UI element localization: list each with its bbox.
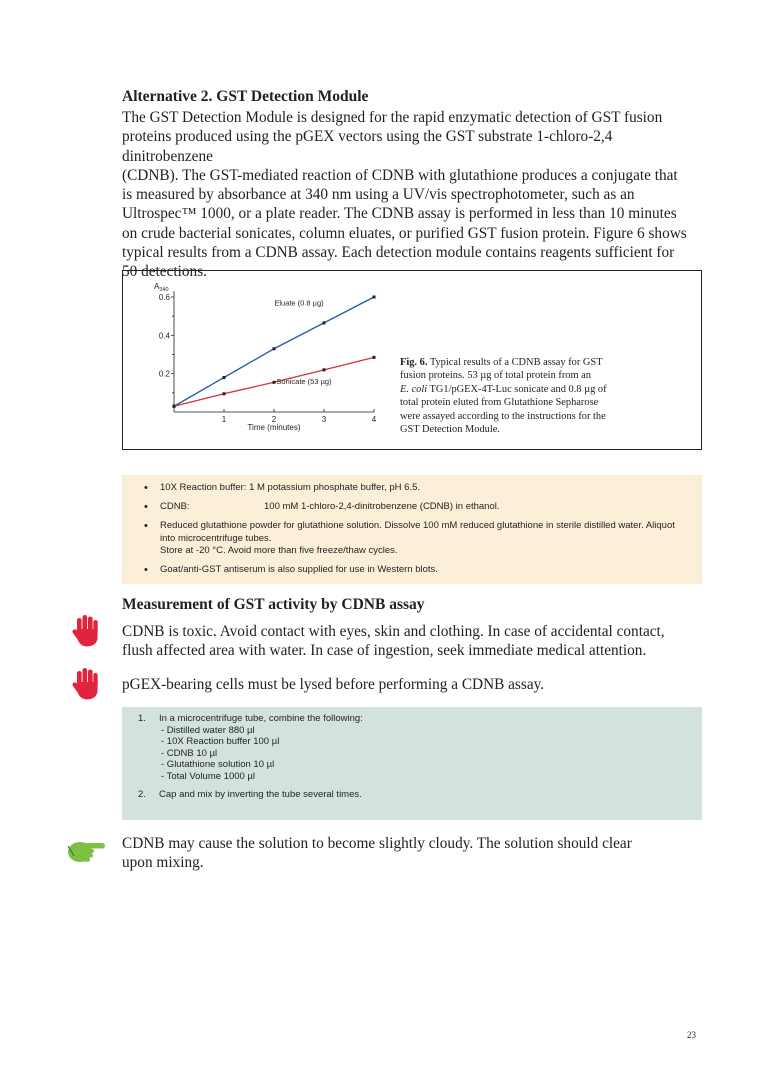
intro-line: Ultrospec™ 1000, or a plate reader. The CDNB assay is performed in less than 10 minutes: [122, 205, 677, 223]
warning-line: flush affected area with water. In case of ingestion, seek immediate medical attention.: [122, 642, 647, 660]
reagent-item: [144, 482, 686, 494]
reagent-label: CDNB:: [160, 501, 190, 513]
x-tick-label: 4: [371, 415, 377, 424]
step-text: Cap and mix by inverting the tube several times.: [159, 788, 362, 800]
protocol-step-2: [138, 789, 688, 801]
warning-toxic-text: [122, 622, 707, 661]
x-tick-label: 3: [321, 415, 327, 424]
section-heading-measurement: Measurement of GST activity by CDNB assay: [122, 596, 425, 613]
figure-caption-line: fusion proteins. 53 µg of total protein from an: [400, 370, 591, 382]
reagent-item: [144, 501, 686, 513]
warning-line: CDNB is toxic. Avoid contact with eyes, skin and clothing. In case of accidental contact,: [122, 623, 665, 640]
species-name: E. coli: [400, 383, 428, 395]
note-line: upon mixing.: [122, 854, 204, 872]
intro-paragraph: [122, 108, 707, 282]
reagent-item: [144, 520, 680, 557]
step-number: 2.: [138, 788, 146, 800]
pointing-hand-icon: [66, 834, 106, 864]
component-item: - 10X Reaction buffer 100 µl: [161, 736, 280, 748]
component-item: - Distilled water 880 µl: [161, 724, 255, 736]
x-tick-label: 2: [271, 415, 277, 424]
intro-line: on crude bacterial sonicates, column eluates, or purified GST fusion protein. Figure 6 shows: [122, 224, 687, 242]
red-hand-stop-icon: [68, 613, 104, 649]
data-point: [373, 296, 376, 299]
series-line: [174, 297, 374, 406]
x-tick-label: 1: [221, 415, 227, 424]
y-tick-label: 0.2: [158, 369, 170, 379]
figure-caption-line: total protein eluted from Glutathione Sepharose: [400, 397, 599, 409]
intro-line: 50 detections.: [122, 263, 207, 281]
protocol-box: [122, 707, 702, 820]
data-point: [373, 356, 376, 359]
data-point: [223, 392, 226, 395]
intro-line: (CDNB). The GST-mediated reaction of CDNB with glutathione produces a conjugate that: [122, 166, 678, 184]
reagent-text-storage: Store at -20 °C. Avoid more than five freeze/thaw cycles.: [160, 544, 398, 556]
data-point: [223, 376, 226, 379]
reagent-label: 10X Reaction buffer:: [160, 482, 247, 493]
page-number: 23: [687, 1030, 696, 1040]
figure-caption-line: Typical results of a CDNB assay for GST: [427, 357, 603, 368]
y-tick-label: 0.4: [158, 331, 170, 341]
figure-caption-line: E. coli TG1/pGEX-4T-Luc sonicate and 0.8 µg of: [400, 383, 607, 395]
data-point: [323, 368, 326, 371]
figure-caption: [400, 356, 675, 436]
reagent-text: 1 M potassium phosphate buffer, pH 6.5.: [246, 482, 421, 493]
step-number: 1.: [138, 713, 146, 724]
data-point: [323, 321, 326, 324]
component-item: - CDNB 10 µl: [161, 747, 218, 759]
reagent-text: Goat/anti-GST antiserum is also supplied for use in Western blots.: [160, 564, 438, 576]
y-tick-label: 0.6: [158, 293, 170, 302]
figure-caption-label: Fig. 6.: [400, 357, 428, 368]
figure-caption-line: GST Detection Module.: [400, 424, 500, 436]
series-label: Eluate (0.8 µg): [274, 298, 324, 308]
data-point: [173, 405, 176, 408]
section-heading-gst-detection-module: Alternative 2. GST Detection Module: [122, 88, 369, 105]
intro-line: The GST Detection Module is designed for the rapid enzymatic detection of GST fusion: [122, 109, 663, 126]
reagents-box: [122, 475, 702, 584]
component-item: - Total Volume 1000 µl: [161, 770, 256, 782]
step-text: In a microcentrifuge tube, combine the following:: [159, 713, 363, 724]
warning-lysis-text: pGEX-bearing cells must be lysed before performing a CDNB assay.: [122, 676, 545, 693]
red-hand-stop-icon: [68, 666, 104, 702]
reagent-text: Reduced glutathione powder for glutathione solution. Dissolve 100 mM reduced glutathione in sterile distilled water. Aliquot into microcentrifuge tubes.: [160, 520, 675, 544]
data-point: [273, 381, 276, 384]
x-axis-label: Time (minutes): [247, 423, 301, 432]
reagent-text: 100 mM 1-chloro-2,4-dinitrobenzene (CDNB) in ethanol.: [264, 501, 500, 513]
figure-caption-line: were assayed according to the instructions for the: [400, 410, 606, 422]
data-point: [273, 347, 276, 350]
intro-line: typical results from a CDNB assay. Each detection module contains reagents sufficient for: [122, 244, 675, 262]
y-axis-label-subscript: 340: [159, 287, 169, 293]
intro-line: proteins produced using the pGEX vectors using the GST substrate 1-chloro-2,4 dinitrobenzene: [122, 128, 613, 165]
note-line: CDNB may cause the solution to become slightly cloudy. The solution should clear: [122, 835, 632, 852]
series-label: Sonicate (53 µg): [276, 377, 332, 387]
reagent-item: [144, 564, 686, 576]
protocol-step-1: [138, 713, 688, 783]
y-axis-label: $A_{340}$: [154, 282, 169, 293]
component-item: - Glutathione solution 10 µl: [161, 759, 275, 771]
intro-line: is measured by absorbance at 340 nm using a UV/vis spectrophotometer, such as an: [122, 186, 635, 204]
note-text: [122, 834, 707, 873]
reagents-list: [144, 482, 686, 576]
